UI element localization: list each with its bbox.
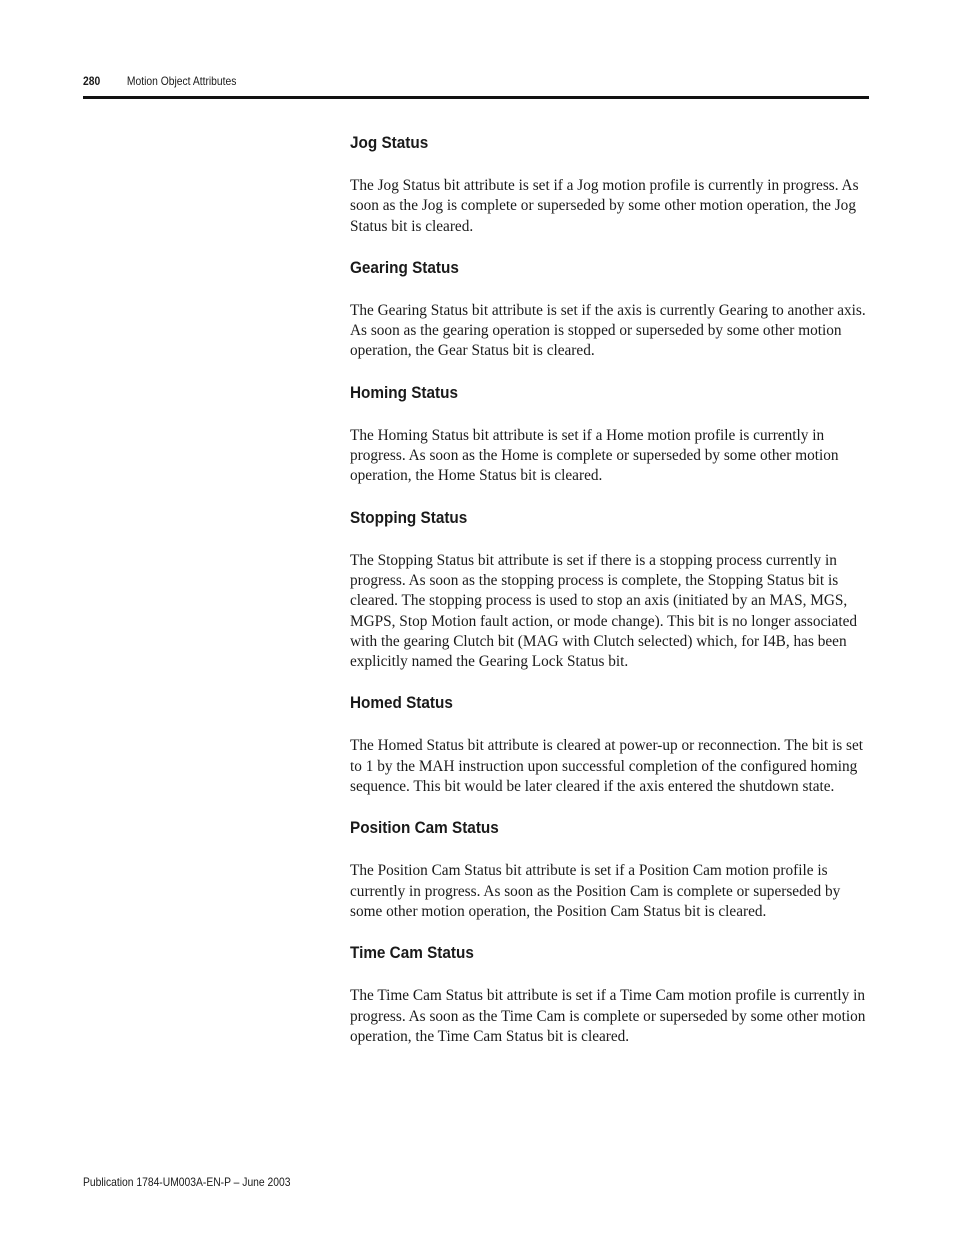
section-time-cam-status	[350, 942, 870, 1047]
section-heading: Homing Status	[350, 382, 458, 402]
section-heading: Jog Status	[350, 133, 429, 152]
section-gearing-status	[350, 257, 870, 362]
header-rule	[83, 96, 869, 99]
main-content	[350, 132, 870, 1047]
page-header	[83, 72, 759, 92]
section-position-cam-status	[350, 817, 870, 922]
section-body: The Time Cam Status bit attribute is set if a Time Cam motion profile is currently in progress. As soon as the Time Cam is complete or superseded by some other motion operation, the Time Cam Status bit is cleared.	[350, 987, 866, 1045]
section-heading: Time Cam Status	[350, 943, 474, 963]
section-body: The Stopping Status bit attribute is set if there is a stopping process currently in progress. As soon as the stopping process is complete, the Stopping Status bit is cleared. The stopping process is used to stop an axis (initiated by an MAS, MGS, MGPS, Stop Motion fault action, or mode change). This bit is no longer associated with the gearing Clutch bit (MAG with Clutch selected) which, for I4B, has been explicitly named the Gearing Lock Status bit.	[350, 551, 858, 671]
section-body: The Gearing Status bit attribute is set if the axis is currently Gearing to another axis. As soon as the gearing operation is stopped or superseded by some other motion operation, the Gear Status bit is cleared.	[350, 301, 866, 360]
section-homing-status	[350, 382, 870, 487]
section-body: The Position Cam Status bit attribute is set if a Position Cam motion profile is currently in progress. As soon as the Position Cam is complete or superseded by some other motion operation, the Position Cam Status bit is cleared.	[350, 862, 841, 920]
section-homed-status	[350, 692, 870, 797]
page-number: 280	[83, 74, 101, 88]
section-stopping-status	[350, 507, 870, 673]
section-heading: Position Cam Status	[350, 818, 499, 838]
section-body: The Homing Status bit attribute is set if a Home motion profile is currently in progress. As soon as the Home is complete or superseded by some other motion operation, the Home Status bit is cleared.	[350, 426, 839, 485]
section-body: The Jog Status bit attribute is set if a Jog motion profile is currently in progress. As soon as the Jog is complete or superseded by some other motion operation, the Jog Status bit is cleared.	[350, 177, 859, 235]
page-footer: Publication 1784-UM003A-EN-P – June 2003	[83, 1175, 291, 1189]
header-title: Motion Object Attributes	[126, 74, 237, 88]
section-jog-status	[350, 132, 870, 237]
section-body: The Homed Status bit attribute is cleared at power-up or reconnection. The bit is set to 1 by the MAH instruction upon successful completion of the configured homing sequence. This bit would be later cleared if the axis entered the shutdown state.	[350, 737, 863, 796]
section-heading: Homed Status	[350, 693, 453, 713]
section-heading: Stopping Status	[350, 507, 468, 527]
section-heading: Gearing Status	[350, 257, 459, 277]
